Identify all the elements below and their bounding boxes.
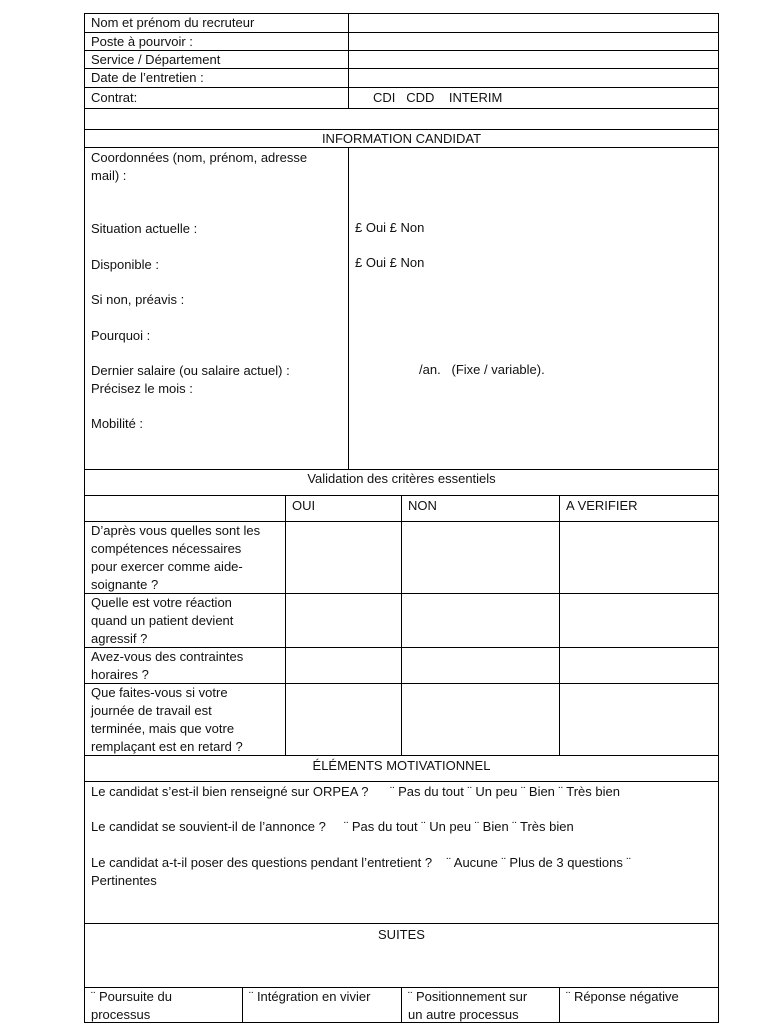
suite-option-reponse-negative: ¨ Réponse négative — [566, 989, 679, 1004]
question-2-line: Quelle est votre réaction — [91, 595, 232, 610]
position-label: Poste à pourvoir : — [91, 34, 193, 49]
situation-label: Situation actuelle : — [91, 221, 198, 236]
col-header-a-verifier: A VERIFIER — [566, 498, 638, 513]
rule — [84, 1022, 719, 1023]
motivation-question-3-line2: Pertinentes — [91, 873, 157, 888]
question-4-line: remplaçant est en retard ? — [91, 739, 243, 754]
interview-date-label: Date de l’entretien : — [91, 70, 204, 85]
rule — [84, 781, 719, 782]
suites-section-title: SUITES — [378, 927, 425, 942]
col-header-non: NON — [408, 498, 437, 513]
notice-label: Si non, préavis : — [91, 292, 185, 307]
rule — [401, 495, 402, 755]
why-label: Pourquoi : — [91, 328, 151, 343]
salary-suffix: /an. (Fixe / variable). — [419, 362, 545, 377]
suite-option-positionnement-line1: ¨ Positionnement sur — [408, 989, 528, 1004]
candidate-section-title: INFORMATION CANDIDAT — [321, 131, 482, 146]
recruiter-label: Nom et prénom du recruteur — [91, 15, 255, 30]
rule — [84, 13, 85, 1023]
rule — [401, 987, 402, 1022]
available-label: Disponible : — [91, 257, 159, 272]
suite-option-vivier: ¨ Intégration en vivier — [249, 989, 371, 1004]
suite-option-positionnement-line2: un autre processus — [408, 1007, 519, 1022]
question-1-line: soignante ? — [91, 577, 159, 592]
motivation-question-3-line1: Le candidat a-t-il poser des questions pendant l’entretient ? ¨ Aucune ¨ Plus de 3 questions ¨ — [91, 855, 631, 870]
rule — [84, 923, 719, 924]
question-3-line: Avez-vous des contraintes — [91, 649, 244, 664]
mobility-label: Mobilité : — [91, 416, 144, 431]
question-4-line: Que faites-vous si votre — [91, 685, 228, 700]
rule — [242, 987, 243, 1022]
coordinates-label-line2: mail) : — [91, 168, 127, 183]
rule — [718, 13, 719, 1023]
coordinates-label-line1: Coordonnées (nom, prénom, adresse — [91, 150, 308, 165]
question-2-line: agressif ? — [91, 631, 148, 646]
service-label: Service / Département — [91, 52, 221, 67]
question-1-line: D’après vous quelles sont les — [91, 523, 261, 538]
criteria-section-title: Validation des critères essentiels — [307, 471, 496, 486]
question-2-line: quand un patient devient — [91, 613, 234, 628]
col-header-oui: OUI — [292, 498, 316, 513]
rule — [559, 495, 560, 755]
suite-option-poursuite-line1: ¨ Poursuite du — [91, 989, 172, 1004]
question-4-line: journée de travail est — [91, 703, 212, 718]
rule — [348, 147, 349, 469]
motivation-question-2: Le candidat se souvient-il de l’annonce ? ¨ Pas du tout ¨ Un peu ¨ Bien ¨ Très bien — [91, 819, 574, 834]
suite-option-poursuite-line2: processus — [91, 1007, 151, 1022]
contract-label: Contrat: — [91, 90, 138, 105]
contract-options: CDI CDD INTERIM — [373, 90, 503, 105]
question-1-line: pour exercer comme aide- — [91, 559, 243, 574]
question-3-line: horaires ? — [91, 667, 149, 682]
rule — [285, 495, 286, 755]
motivation-question-1: Le candidat s’est-il bien renseigné sur ORPEA ? ¨ Pas du tout ¨ Un peu ¨ Bien ¨ Très bien — [91, 784, 620, 799]
rule — [348, 13, 349, 108]
rule — [559, 987, 560, 1022]
salary-label-line1: Dernier salaire (ou salaire actuel) : — [91, 363, 290, 378]
motivation-section-title: ÉLÉMENTS MOTIVATIONNEL — [312, 758, 491, 773]
question-1-line: compétences nécessaires — [91, 541, 242, 556]
rule — [84, 108, 719, 109]
rule — [84, 87, 719, 88]
situation-options: £ Oui £ Non — [355, 220, 425, 235]
available-options: £ Oui £ Non — [355, 255, 425, 270]
question-4-line: terminée, mais que votre — [91, 721, 235, 736]
salary-label-line2: Précisez le mois : — [91, 381, 193, 396]
